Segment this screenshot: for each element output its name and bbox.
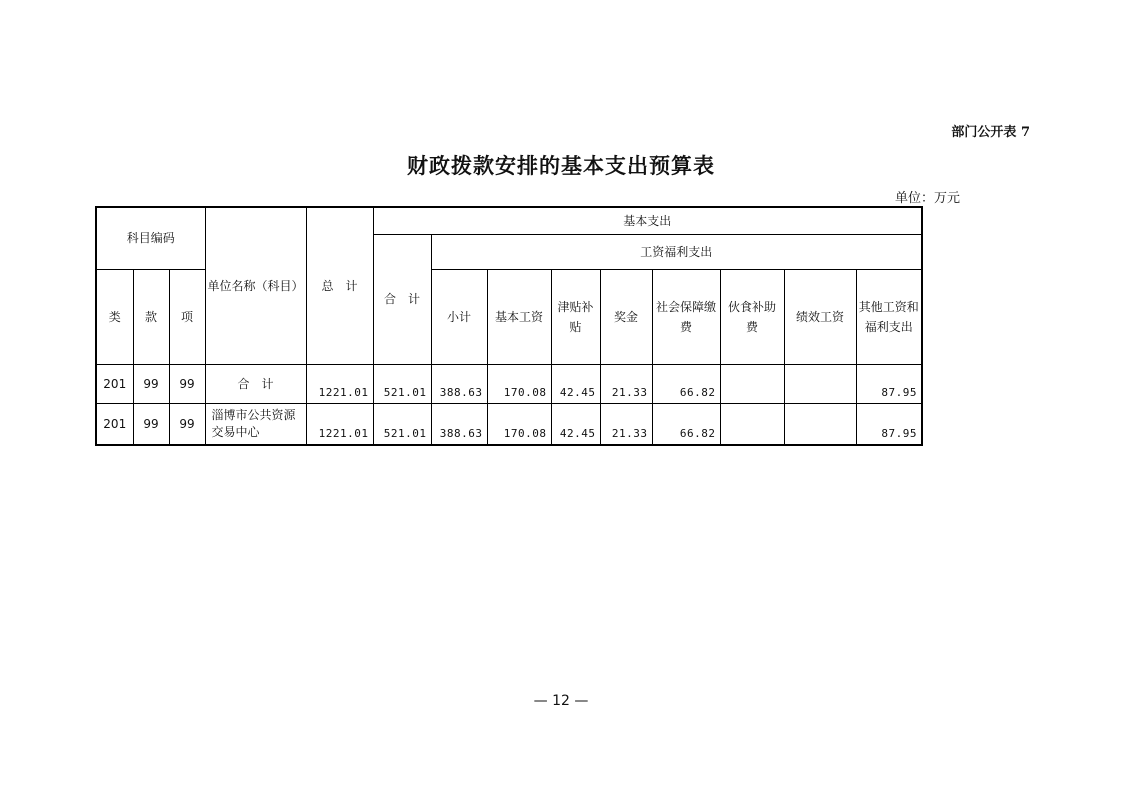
row-lei: 201 [96, 403, 133, 445]
row-heji: 521.01 [373, 364, 431, 403]
row-kuan: 99 [133, 403, 169, 445]
row-xiang: 99 [169, 364, 205, 403]
unit-label: 单位：万元 [895, 191, 961, 206]
row-basic-wage: 170.08 [487, 403, 551, 445]
header-col-bonus: 奖金 [600, 269, 652, 364]
row-subtotal: 388.63 [431, 403, 487, 445]
row-total: 1221.01 [306, 364, 373, 403]
row-kuan: 99 [133, 364, 169, 403]
row-xiang: 99 [169, 403, 205, 445]
page-title: 财政拨款安排的基本支出预算表 [407, 153, 715, 178]
row-subtotal: 388.63 [431, 364, 487, 403]
header-kuan: 款 [133, 269, 169, 364]
header-col-social-security: 社会保障缴费 [652, 269, 720, 364]
row-performance-wage [784, 364, 856, 403]
header-col-basic-wage: 基本工资 [487, 269, 551, 364]
header-col-subtotal: 小计 [431, 269, 487, 364]
row-allowance: 42.45 [551, 364, 600, 403]
header-lei: 类 [96, 269, 133, 364]
row-social-security: 66.82 [652, 364, 720, 403]
page-number: — 12 — [533, 693, 589, 709]
budget-table [95, 206, 923, 446]
row-name: 淄博市公共资源交易中心 [205, 403, 306, 445]
header-unit-name: 单位名称（科目） [205, 207, 306, 364]
table-row [96, 403, 922, 445]
header-col-other-wage: 其他工资和福利支出 [856, 269, 922, 364]
row-other-wage: 87.95 [856, 364, 922, 403]
row-heji: 521.01 [373, 403, 431, 445]
header-wage-welfare: 工资福利支出 [431, 234, 922, 269]
row-meal-allowance [720, 364, 784, 403]
row-name: 合 计 [205, 364, 306, 403]
header-col-performance-wage: 绩效工资 [784, 269, 856, 364]
row-bonus: 21.33 [600, 364, 652, 403]
row-basic-wage: 170.08 [487, 364, 551, 403]
row-social-security: 66.82 [652, 403, 720, 445]
row-meal-allowance [720, 403, 784, 445]
table-row [96, 364, 922, 403]
header-col-meal-allowance: 伙食补助费 [720, 269, 784, 364]
header-basic-expenditure: 基本支出 [373, 207, 922, 234]
row-total: 1221.01 [306, 403, 373, 445]
document-label: 部门公开表 7 [951, 125, 1030, 140]
header-xiang: 项 [169, 269, 205, 364]
header-col-allowance: 津贴补贴 [551, 269, 600, 364]
header-heji: 合 计 [373, 234, 431, 364]
header-subject-code: 科目编码 [96, 207, 205, 269]
row-lei: 201 [96, 364, 133, 403]
row-performance-wage [784, 403, 856, 445]
row-bonus: 21.33 [600, 403, 652, 445]
row-allowance: 42.45 [551, 403, 600, 445]
header-total: 总 计 [306, 207, 373, 364]
row-other-wage: 87.95 [856, 403, 922, 445]
